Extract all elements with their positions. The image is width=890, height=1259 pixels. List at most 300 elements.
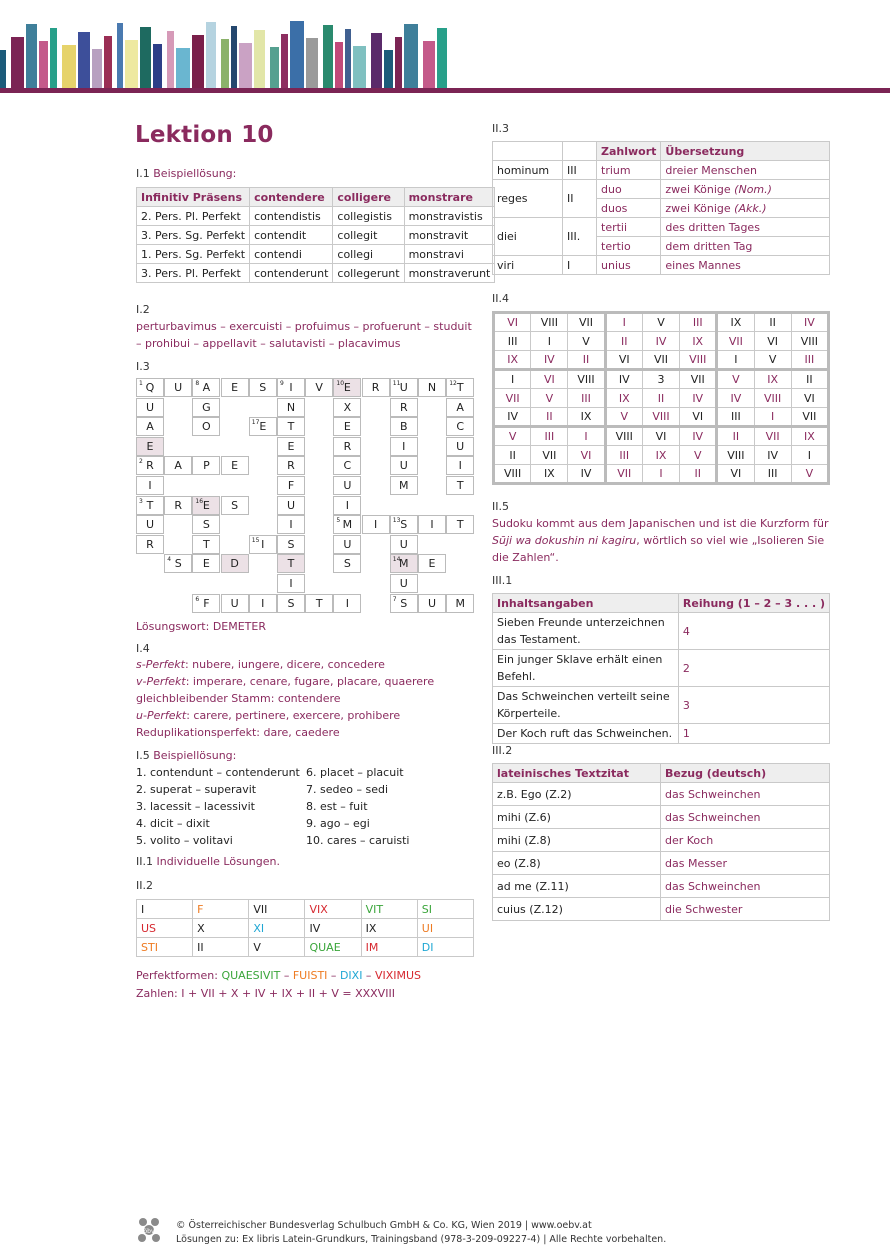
table-cell: monstravi [404,245,495,264]
crossword-cell [333,398,361,417]
table-cell: mihi (Z.8) [493,829,661,852]
sudoku-cell: VIII [717,446,754,465]
table-row [494,389,829,408]
section-iii2-heading: III.2 [492,744,513,757]
i1-header-cell: colligere [333,188,404,207]
crossword-clue-number: 3 [139,497,143,505]
table-cell: V [249,938,305,957]
section-i5-heading: I.5 Beispiellösung: [136,749,237,762]
case-note: (Nom.) [734,182,772,196]
table-row [493,806,830,829]
table-row [137,919,474,938]
perf-word: VIXIMUS [374,969,422,982]
table-cell: III [563,161,597,180]
ii3-header-cell [563,142,597,161]
sudoku-cell: V [642,313,679,332]
crossword-letter: M [399,479,409,492]
crossword-cell [362,515,390,534]
crossword-cell [446,594,474,613]
crossword-letter: I [289,518,293,532]
translation: dem dritten Tag [665,239,753,253]
table-row [493,875,830,898]
sudoku-cell: I [717,351,754,370]
section-ii3-heading: II.3 [492,122,509,135]
sudoku-cell: VII [494,389,531,408]
table-cell: eo (Z.8) [493,852,661,875]
crossword-letter: E [202,557,210,571]
crossword-clue-number: 7 [392,595,397,603]
sudoku-cell: VII [531,446,568,465]
table-row [493,256,830,275]
crossword-cell [333,378,361,397]
crossword-cell [136,398,164,417]
sudoku-cell: VIII [531,313,568,332]
table-cell: IM [361,938,417,957]
table-row [137,264,495,283]
crossword-cell [277,456,305,475]
table-cell: Der Koch ruft das Schweinchen. [493,724,679,744]
table-row [494,370,829,389]
table-row [493,180,830,199]
sudoku-cell: III [791,351,828,370]
sudoku-cell: VI [568,446,605,465]
crossword-cell [418,378,446,397]
crossword-cell [192,594,220,613]
table-cell: collegit [333,226,404,245]
crossword-clue-number: 11 [392,380,401,387]
section-iii1-heading: III.1 [492,574,513,587]
table-cell: VII [249,900,305,919]
crossword-letter: T [203,537,210,551]
table-cell: III. [563,218,597,256]
crossword-letter: E [343,381,351,394]
crossword-cell [192,515,220,534]
crossword-cell [333,496,361,515]
table-cell: I [137,900,193,919]
sudoku-cell: 3 [642,370,679,389]
crossword-cell [305,594,333,613]
crossword-letter: I [148,479,152,492]
table-cell: STI [137,938,193,957]
crossword-letter: R [371,381,380,394]
crossword-letter: S [231,498,239,512]
crossword-letter: U [230,596,239,610]
table-row [493,613,830,650]
crossword-cell [446,378,474,397]
table-cell: IX [361,919,417,938]
table-row [137,207,495,226]
sudoku-cell: IX [605,389,642,408]
iii2-header-row [493,764,830,783]
iii1-table [492,593,830,744]
table-cell: reges [493,180,563,218]
crossword-cell [192,535,220,554]
crossword-letter: E [146,439,154,453]
sudoku-cell: IX [494,351,531,370]
crossword-letter: U [145,400,155,414]
ii3-header-cell: Übersetzung [661,142,830,161]
crossword-letter: R [399,400,408,414]
table-cell: Das Schweinchen verteilt seine Körperteile. [493,687,679,724]
section-ii4-heading: II.4 [492,292,509,305]
crossword-cell [390,417,418,436]
crossword-letter: U [399,537,408,551]
sudoku-cell: V [754,351,791,370]
table-row [494,332,829,351]
i4-verbs: : imperare, cenare, fugare, placare, quaerere [185,675,435,688]
sudoku-cell: VIII [754,389,791,408]
translation: zwei Könige [665,182,735,196]
sudoku-cell: IX [754,370,791,389]
crossword-cell [390,515,418,534]
table-cell: II [193,938,249,957]
crossword-letter: M [455,596,465,610]
perf-word: DIXI [339,969,363,982]
table-row [494,408,829,427]
table-cell: US [137,919,193,938]
crossword-letter: S [400,518,408,532]
sudoku-grid [492,311,830,485]
table-cell: monstravistis [404,207,495,226]
table-cell: monstraverunt [404,264,495,283]
perf-label: Perfektformen: [136,969,222,982]
sudoku-cell: V [791,465,828,484]
table-cell: 2. Pers. Pl. Perfekt [137,207,250,226]
crossword-cell [192,496,220,515]
table-row [494,465,829,484]
sudoku-cell: VI [791,389,828,408]
i4-perfect-type: v-Perfekt [136,675,186,688]
iii1-header-cell: Reihung (1 – 2 – 3 . . . ) [678,594,829,613]
sudoku-cell: IV [568,465,605,484]
i1-header-cell: contendere [250,188,333,207]
section-ii5-heading: II.5 [492,500,509,513]
sudoku-cell: I [531,332,568,351]
table-cell: tertio [597,237,661,256]
list-item: 10. cares – caruisti [306,834,410,847]
sudoku-cell: V [717,370,754,389]
table-cell [661,218,830,237]
crossword-cell [164,378,192,397]
sudoku-cell: VII [754,427,791,446]
ii2-zahlen: Zahlen: I + VII + X + IV + IX + II + V = XXXVIII [136,987,395,1000]
table-cell: 3 [678,687,829,724]
crossword-letter: U [343,537,352,551]
sudoku-cell: VII [642,351,679,370]
crossword-cell [221,456,249,475]
table-cell: die Schwester [661,898,830,921]
table-cell: X [193,919,249,938]
sudoku-cell: IV [531,351,568,370]
sudoku-cell: IX [531,465,568,484]
crossword-letter: T [146,498,154,512]
sudoku-cell: III [605,446,642,465]
crossword-cell [390,398,418,417]
table-cell: 1. Pers. Sg. Perfekt [137,245,250,264]
table-cell: das Schweinchen [661,783,830,806]
section-ii1-heading: II.1 Individuelle Lösungen. [136,855,280,868]
crossword-cell [333,535,361,554]
crossword-letter: U [399,459,408,473]
table-cell: I [563,256,597,275]
table-row [137,226,495,245]
crossword-clue-number: 15 [251,536,260,544]
crossword-cell [164,496,192,515]
crossword-cell [277,476,305,495]
table-cell: collegerunt [333,264,404,283]
table-cell [661,180,830,199]
crossword-letter: O [202,420,211,434]
page-title: Lektion 10 [135,122,274,148]
perf-separator: – [280,969,293,982]
sudoku-cell: IV [680,427,717,446]
crossword-cell [136,476,164,495]
crossword-letter: E [343,420,351,434]
crossword-clue-number: 8 [195,380,200,387]
sudoku-cell: I [494,370,531,389]
table-cell [661,256,830,275]
crossword-letter: U [399,381,408,394]
crossword-letter: S [400,596,408,610]
crossword-cell [333,437,361,456]
sudoku-cell: II [605,332,642,351]
crossword-letter: R [146,459,154,473]
crossword-clue-number: 9 [280,380,284,387]
crossword-letter: A [202,381,211,394]
section-i3-heading: I.3 [136,360,150,373]
crossword-letter: I [261,537,265,551]
sudoku-cell: I [605,313,642,332]
translation: des dritten Tages [665,220,760,234]
i4-line [136,656,476,673]
i4-line [136,673,476,690]
crossword-letter: I [345,596,350,610]
crossword-cell [136,378,164,397]
crossword-cell [136,456,164,475]
table-cell: 3. Pers. Sg. Perfekt [137,226,250,245]
crossword-clue-number: 4 [167,556,172,564]
crossword-cell [221,594,249,613]
table-row [494,446,829,465]
sudoku-cell: III [680,313,717,332]
crossword-cell [164,554,192,573]
list-item: 1. contendunt – contenderunt [136,766,300,779]
table-cell: QUAE [305,938,361,957]
list-item: 8. est – fuit [306,800,368,813]
crossword-letter: S [174,557,182,571]
sudoku-cell: II [531,408,568,427]
table-row [493,218,830,237]
sudoku-cell: III [754,465,791,484]
table-cell: SI [417,900,473,919]
crossword-cell [333,594,361,613]
crossword-letter: A [146,420,154,434]
sudoku-cell: VIII [605,427,642,446]
crossword-letter: M [399,557,409,571]
sudoku-cell: VII [568,313,605,332]
i4-line [136,690,476,707]
crossword-cell [446,456,474,475]
table-cell: 4 [678,613,829,650]
i4-verbs: : carere, pertinere, exercere, prohibere [186,709,401,722]
i1-table [136,187,495,283]
table-cell: unius [597,256,661,275]
crossword-clue-number: 5 [336,517,341,525]
sudoku-cell: IV [494,408,531,427]
crossword-letter: S [287,537,295,551]
sudoku-cell: IV [717,389,754,408]
table-cell: F [193,900,249,919]
sudoku-cell: V [680,446,717,465]
sudoku-cell: VIII [494,465,531,484]
table-cell: Sieben Freunde unterzeichnen das Testament. [493,613,679,650]
crossword-cell [446,476,474,495]
table-row [493,650,830,687]
sudoku-cell: II [791,370,828,389]
table-row [137,938,474,957]
i4-verbs: : nubere, iungere, dicere, concedere [184,658,385,671]
i4-verbs: Reduplikationsperfekt: dare, caedere [136,726,340,739]
sudoku-cell: VII [680,370,717,389]
list-item: 9. ago – egi [306,817,370,830]
crossword-clue-number: 6 [195,595,200,603]
crossword-letter: T [456,518,464,532]
ii3-header-row [493,142,830,161]
crossword-letter: S [202,518,210,532]
sudoku-cell: I [642,465,679,484]
crossword-letter: S [287,596,295,610]
sudoku-cell: VI [754,332,791,351]
crossword-letter: I [430,518,434,532]
crossword-letter: X [343,400,352,414]
table-cell: mihi (Z.6) [493,806,661,829]
crossword-letter: N [286,400,296,414]
table-row [137,900,474,919]
crossword-letter: V [315,381,323,394]
crossword-letter: I [289,577,293,590]
crossword-letter: U [286,498,296,512]
crossword-letter: G [202,400,211,414]
sudoku-cell: VIII [642,408,679,427]
table-cell: 3. Pers. Pl. Perfekt [137,264,250,283]
crossword-letter: I [289,381,293,394]
crossword-letter: F [287,479,295,492]
table-cell: der Koch [661,829,830,852]
crossword-cell [277,417,305,436]
crossword-cell [390,535,418,554]
crossword-cell [249,594,277,613]
crossword-cell [277,496,305,515]
i5-list-left [136,764,300,849]
footer-credits: Lösungen zu: Ex libris Latein-Grundkurs, Trainingsband (978-3-209-09227-4) | Alle Rechte vorbehalten. [176,1234,667,1245]
crossword-cell [418,554,446,573]
sudoku-cell: VI [717,465,754,484]
crossword-letter: E [428,557,436,571]
crossword-letter: M [342,518,353,532]
crossword-letter: E [231,381,239,394]
table-cell: das Schweinchen [661,875,830,898]
sudoku-cell: VI [531,370,568,389]
list-item: 7. sedeo – sedi [306,783,389,796]
i1-header-row [137,188,495,207]
perf-separator: – [327,969,340,982]
crossword-letter: D [230,557,239,571]
table-cell: VIT [361,900,417,919]
i1-header-cell: Infinitiv Präsens [137,188,250,207]
crossword-letter: T [456,479,464,492]
table-cell: 1 [678,724,829,744]
crossword-cell [277,594,305,613]
table-cell: II [563,180,597,218]
crossword-cell [390,378,418,397]
crossword-cell [136,496,164,515]
crossword-cell [446,437,474,456]
section-ii2-heading: II.2 [136,879,153,892]
table-cell: das Messer [661,852,830,875]
crossword-letter: S [343,557,351,571]
table-cell: duos [597,199,661,218]
perf-word: FUISTI [292,969,328,982]
perf-separator: – [362,969,375,982]
i4-list [136,656,476,741]
crossword-cell [390,574,418,593]
sudoku-cell: I [791,446,828,465]
sudoku-cell: VI [642,427,679,446]
crossword-letter: T [315,596,323,610]
table-cell: ad me (Z.11) [493,875,661,898]
i4-perfect-type: s-Perfekt [136,658,185,671]
table-row [494,427,829,446]
crossword-clue-number: 10 [336,380,345,387]
crossword-cell [333,476,361,495]
table-cell [661,199,830,218]
crossword-letter: E [287,439,295,453]
section-i4-heading: I.4 [136,642,150,655]
crossword-cell [390,554,418,573]
table-cell: cuius (Z.12) [493,898,661,921]
sudoku-cell: VII [717,332,754,351]
table-cell: trium [597,161,661,180]
sudoku-cell: VIII [791,332,828,351]
case-note: (Akk.) [734,201,767,215]
sudoku-cell: I [568,427,605,446]
table-row [137,245,495,264]
translation: zwei Könige [665,201,735,215]
table-cell: 2 [678,650,829,687]
crossword-letter: C [456,420,465,434]
table-row [493,852,830,875]
iii1-header-cell: Inhaltsangaben [493,594,679,613]
crossword-letter: R [343,439,352,453]
table-cell: viri [493,256,563,275]
crossword-cell [390,437,418,456]
crossword-letter: F [203,596,210,610]
table-cell: Ein junger Sklave erhält einen Befehl. [493,650,679,687]
crossword-letter: U [427,596,437,610]
table-row [493,687,830,724]
table-cell: duo [597,180,661,199]
table-cell: IV [305,919,361,938]
i5-list-right [306,764,410,849]
table-cell: DI [417,938,473,957]
crossword-cell [418,594,446,613]
crossword-cell [192,456,220,475]
iii2-header-cell: Bezug (deutsch) [661,764,830,783]
table-cell [661,237,830,256]
crossword-cell [136,417,164,436]
table-row [493,161,830,180]
perf-word: QUAESIVIT [221,969,281,982]
